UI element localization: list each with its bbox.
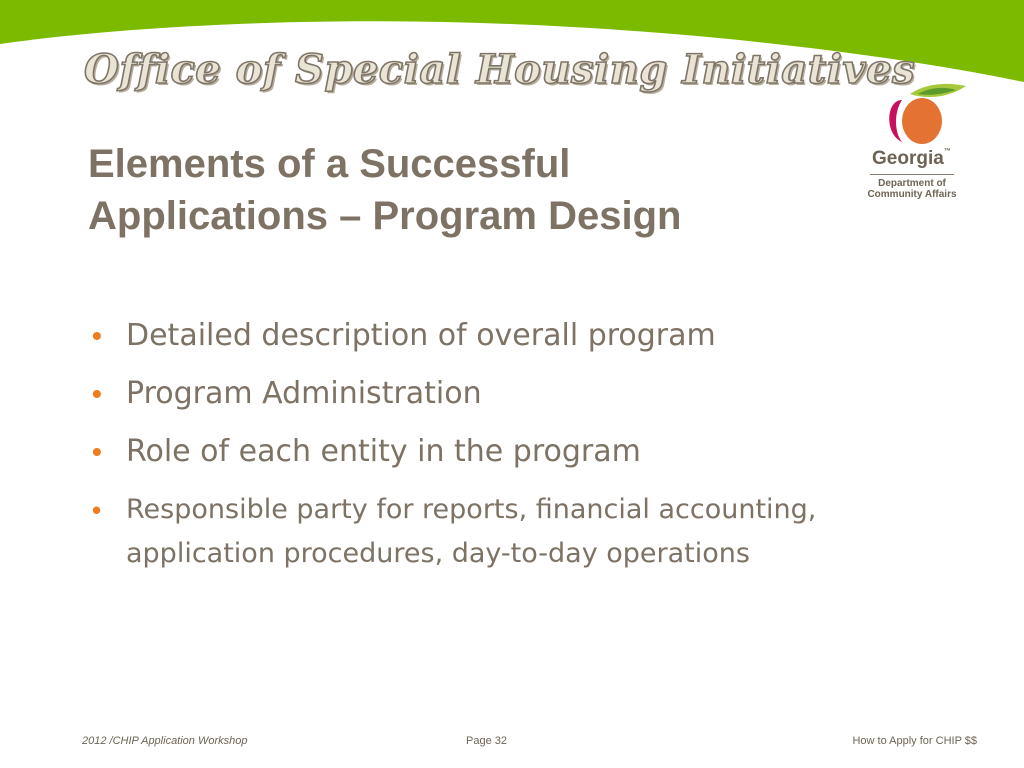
peach-icon — [856, 80, 968, 148]
bullet-marker: • — [92, 436, 102, 467]
bullet-text: Role of each entity in the program — [126, 434, 641, 469]
bullet-list — [88, 314, 968, 576]
georgia-dca-logo — [856, 80, 968, 204]
footer-topic-label: How to Apply for CHIP $$ — [852, 735, 977, 747]
logo-trademark: ™ — [943, 148, 951, 155]
logo-divider — [870, 174, 954, 175]
slide-title-line-2: Applications – Program Design — [88, 194, 682, 238]
slide-title-line-1: Elements of a Successful — [88, 142, 571, 186]
slide-title — [88, 138, 681, 242]
office-banner: Office of Special Housing Initiatives — [84, 46, 916, 93]
logo-department-line-2: Community Affairs — [867, 189, 957, 200]
logo-georgia-wordmark — [872, 148, 951, 170]
bullet-item-2 — [88, 372, 968, 416]
footer-workshop-label: 2012 /CHIP Application Workshop — [82, 735, 248, 747]
bullet-item-1 — [88, 314, 968, 358]
bullet-marker: • — [92, 495, 102, 525]
bullet-marker: • — [92, 320, 102, 351]
bullet-text: Program Administration — [126, 376, 482, 411]
bullet-item-4 — [88, 488, 926, 576]
logo-department-line-1: Department of — [878, 178, 946, 189]
bullet-text: Detailed description of overall program — [126, 318, 716, 353]
footer-page-number: Page 32 — [466, 735, 507, 747]
bullet-marker: • — [92, 378, 102, 409]
bullet-text: Responsible party for reports, financial accounting, application procedures, day-to-day operations — [126, 494, 817, 569]
bullet-item-3 — [88, 430, 968, 474]
logo-georgia-name: Georgia — [872, 148, 944, 169]
